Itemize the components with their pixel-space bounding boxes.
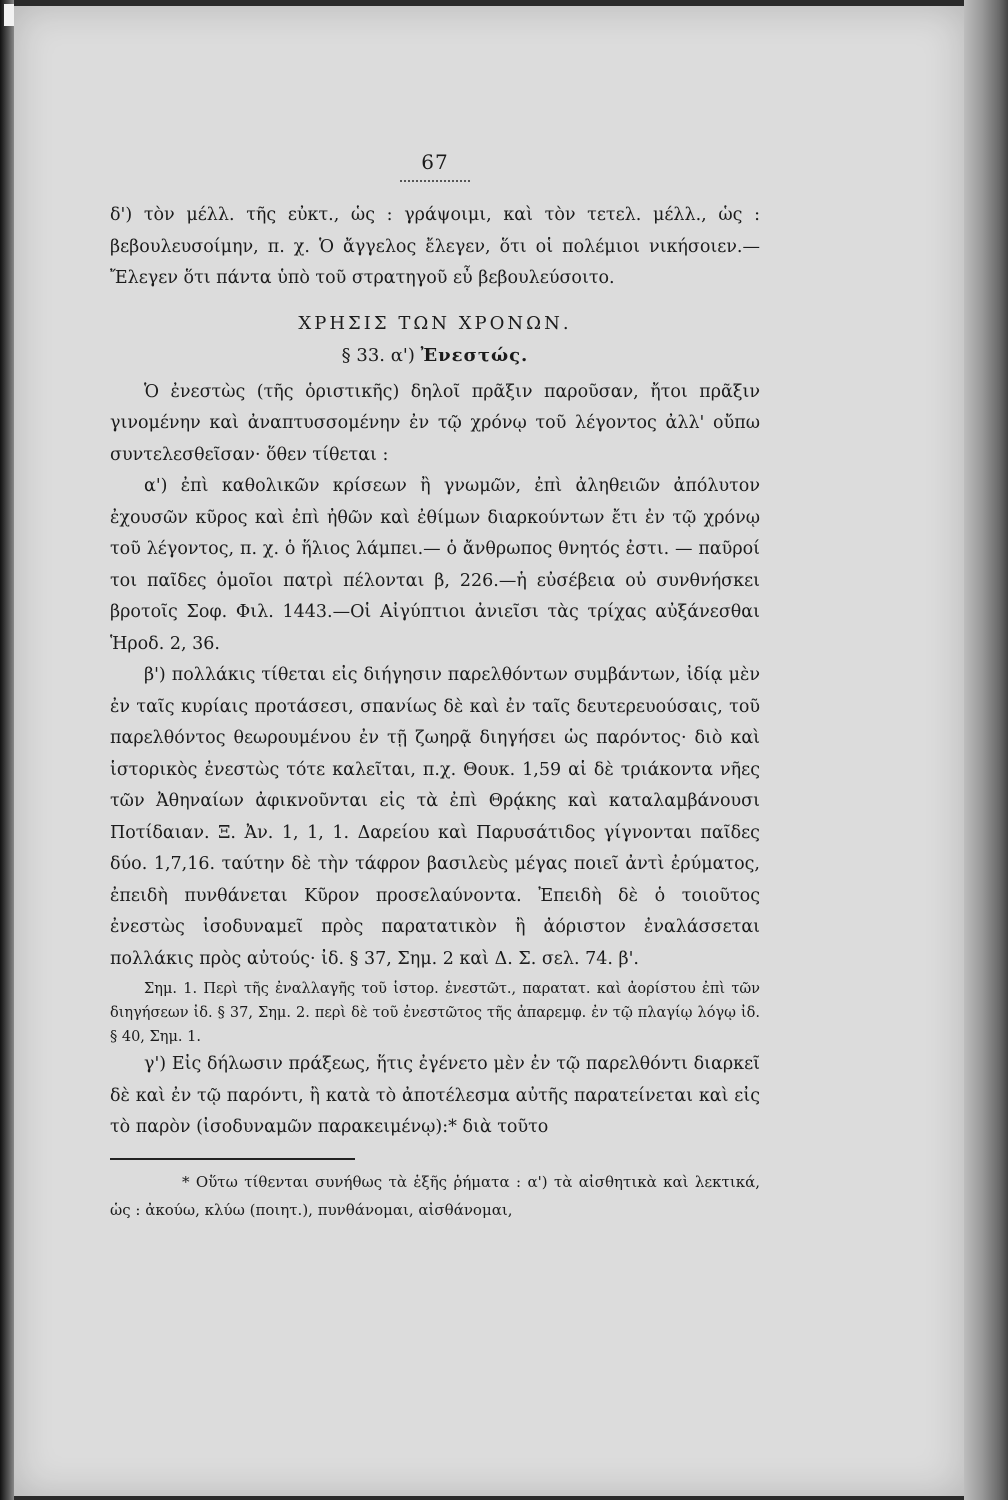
note-1: Σημ. 1. Περὶ τῆς ἐναλλαγῆς τοῦ ἱστορ. ἐνεστῶτ., παρατατ. καὶ ἀορίστου ἐπὶ τῶν διηγήσεων ἰδ. § 37, Σημ. 2. περὶ δὲ τοῦ ἐνεστῶτος τῆς ἀπαρεμφ. ἐν τῷ πλαγίῳ λόγῳ ἰδ. § 40, Σημ. 1. (110, 981, 760, 1045)
paragraph-continuation: δ') τὸν μέλλ. τῆς εὐκτ., ὡς : γράψοιμι, καὶ τὸν τετελ. μέλλ., ὡς : βεβουλευσοίμην, π. χ. Ὁ ἄγγελος ἔλεγεν, ὅτι οἱ πολέμιοι νικήσοιεν.—Ἔλεγεν ὅτι πάντα ὑπὸ τοῦ στρατηγοῦ εὖ βεβουλεύσοιτο. (110, 205, 760, 288)
chapter-heading: ΧΡΗΣΙΣ ΤΩΝ ΧΡΟΝΩΝ. (298, 312, 572, 334)
section-title: Ἐνεστώς. (420, 344, 529, 366)
section-number: § 33. α') (341, 344, 415, 366)
paragraph-b: β') πολλάκις τίθεται εἰς διήγησιν παρελθόντων συμβάντων, ἰδίᾳ μὲν ἐν ταῖς κυρίαις προτάσεσι, σπανίως δὲ καὶ ἐν ταῖς δευτερευούσαις, τοῦ παρελθόντος θεωρουμένου ἐν τῇ ζωηρᾷ διηγήσει ὡς παρόντος· διὸ καὶ ἱστορικὸς ἐνεστὼς τότε καλεῖται, π.χ. Θουκ. 1,59 αἱ δὲ τριάκοντα νῆες τῶν Ἀθηναίων ἀφικνοῦνται εἰς τὰ ἐπὶ Θρᾴκης καὶ καταλαμβάνουσι Ποτίδαιαν. Ξ. Ἀν. 1, 1, 1. Δαρείου καὶ Παρυσάτιδος γίγνονται παῖδες δύο. 1,7,16. ταύτην δὲ τὴν τάφρον βασιλεὺς μέγας ποιεῖ ἀντὶ ἐρύματος, ἐπειδὴ πυνθάνεται Κῦρον προσελαύνοντα. Ἐπειδὴ δὲ ὁ τοιοῦτος ἐνεστὼς ἰσοδυναμεῖ πρὸς παρατατικὸν ἢ ἀόριστον ἐναλάσσεται πολλάκις πρὸς αὐτούς· ἰδ. § 37, Σημ. 2 καὶ Δ. Σ. σελ. 74. β'. (110, 665, 760, 969)
page-number: 67 (421, 150, 449, 174)
page-text (110, 150, 760, 1224)
footnote: * Οὕτω τίθενται συνήθως τὰ ἑξῆς ῥήματα : α') τὰ αἰσθητικὰ καὶ λεκτικά, ὡς : ἀκούω, κλύω (ποιητ.), πυνθάνομαι, αἰσθάνομαι, (110, 1172, 760, 1219)
paragraph-intro: Ὁ ἐνεστὼς (τῆς ὁριστικῆς) δηλοῖ πρᾶξιν παροῦσαν, ἤτοι πρᾶξιν γινομένην καὶ ἀναπτυσσομένην ἐν τῷ χρόνῳ τοῦ λέγοντος ἀλλ' οὔπω συντελεσθεῖσαν· ὅθεν τίθεται : (110, 381, 760, 465)
page-edge-right (964, 0, 1008, 1500)
section-heading (110, 339, 760, 373)
page-number-underline (400, 178, 470, 182)
paragraph-c: γ') Εἰς δήλωσιν πράξεως, ἥτις ἐγένετο μὲν ἐν τῷ παρελθόντι διαρκεῖ δὲ καὶ ἐν τῷ παρόντι, ἢ κατὰ τὸ ἀποτέλεσμα αὐτῆς παρατείνεται καὶ εἰς τὸ παρὸν (ἰσοδυναμῶν παρακειμένῳ):* διὰ τοῦτο (110, 1054, 760, 1137)
footnote-divider (110, 1158, 355, 1160)
book-spine-shadow (0, 0, 14, 1500)
paragraph-a: α') ἐπὶ καθολικῶν κρίσεων ἢ γνωμῶν, ἐπὶ ἀληθειῶν ἀπόλυτον ἐχουσῶν κῦρος καὶ ἐπὶ ἠθῶν καὶ ἐθίμων διαρκούντων ἔτι ἐν τῷ χρόνῳ τοῦ λέγοντος, π. χ. ὁ ἥλιος λάμπει.— ὁ ἄνθρωπος θνητός ἐστι. — παῦροί τοι παῖδες ὁμοῖοι πατρὶ πέλονται β, 226.—ἡ εὐσέβεια οὐ συνθνήσκει βροτοῖς Σοφ. Φιλ. 1443.—Οἱ Αἰγύπτιοι ἀνιεῖσι τὰς τρίχας αὐξάνεσθαι Ἡροδ. 2, 36. (110, 476, 760, 654)
scan-corner-mark (4, 4, 14, 26)
